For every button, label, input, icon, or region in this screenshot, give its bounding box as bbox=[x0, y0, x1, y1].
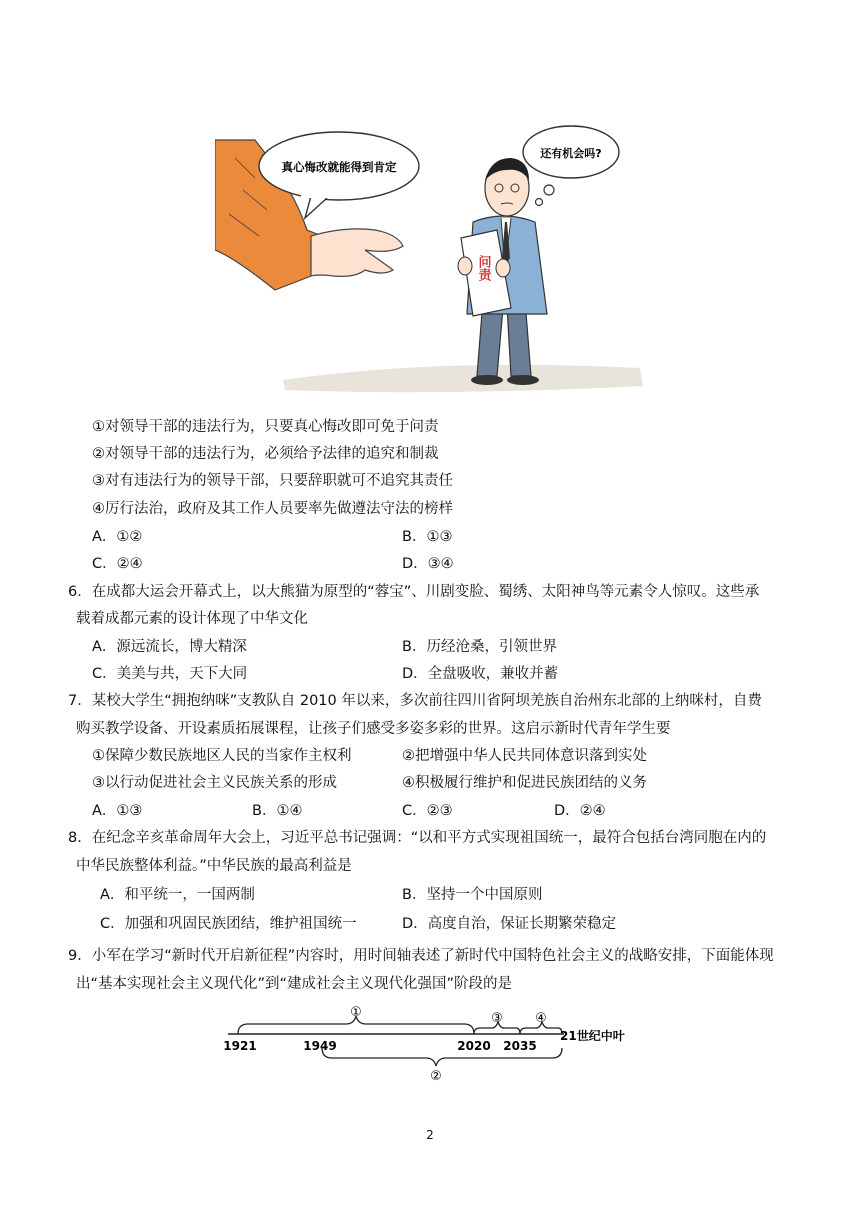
mark-4: ④ bbox=[535, 1011, 547, 1026]
q7-option-b: B．①④ bbox=[252, 803, 303, 819]
year-1921: 1921 bbox=[223, 1039, 257, 1053]
left-bubble-text: 真心悔改就能得到肯定 bbox=[281, 160, 397, 174]
q5-statement-1: ①对领导干部的违法行为，只要真心悔改即可免于问责 bbox=[92, 419, 439, 435]
q6-stem-line-1: 6．在成都大运会开幕式上，以大熊猫为原型的“蓉宝”、川剧变脸、蜀绣、太阳神鸟等元素令人惊叹。这些承 bbox=[68, 584, 760, 600]
q6-option-b: B．历经沧桑，引领世界 bbox=[402, 639, 557, 655]
q6-option-a: A．源远流长，博大精深 bbox=[92, 639, 247, 655]
q8-option-c: C．加强和巩固民族团结，维护祖国统一 bbox=[100, 916, 357, 932]
q7-statement-2: ②把增强中华人民共同体意识落到实处 bbox=[402, 748, 647, 764]
q5-option-b: B．①③ bbox=[402, 529, 453, 545]
q8-option-a: A．和平统一，一国两制 bbox=[100, 887, 255, 903]
q5-statement-3: ③对有违法行为的领导干部，只要辞职就可不追究其责任 bbox=[92, 473, 453, 489]
year-2020: 2020 bbox=[457, 1039, 491, 1053]
q8-stem-line-2: 中华民族整体利益。”中华民族的最高利益是 bbox=[76, 858, 352, 874]
q7-option-c: C．②③ bbox=[402, 803, 453, 819]
cartoon-illustration bbox=[215, 118, 645, 400]
q5-statement-4: ④厉行法治，政府及其工作人员要率先做遵法守法的榜样 bbox=[92, 501, 453, 517]
official-figure bbox=[458, 158, 547, 385]
q6-option-c: C．美美与共，天下大同 bbox=[92, 666, 248, 682]
q5-statement-2: ②对领导干部的违法行为，必须给予法律的追究和制裁 bbox=[92, 446, 439, 462]
right-thought-bubble bbox=[523, 126, 619, 206]
q6-stem-line-2: 载着成都元素的设计体现了中华文化 bbox=[76, 611, 308, 627]
mark-1: ① bbox=[350, 1005, 362, 1020]
q8-option-b: B．坚持一个中国原则 bbox=[402, 887, 543, 903]
year-2035: 2035 bbox=[503, 1039, 537, 1053]
open-hand bbox=[311, 229, 403, 277]
q7-statement-4: ④积极履行维护和促进民族团结的义务 bbox=[402, 775, 647, 791]
q9-stem-line-1: 9．小军在学习“新时代开启新征程”内容时，用时间轴表述了新时代中国特色社会主义的战略安排，下面能体现 bbox=[68, 948, 774, 964]
q5-option-a: A．①② bbox=[92, 529, 143, 545]
q7-option-a: A．①③ bbox=[92, 803, 143, 819]
paper-text: 问责 bbox=[475, 255, 491, 281]
ground-shadow bbox=[283, 365, 643, 392]
year-1949: 1949 bbox=[303, 1039, 337, 1053]
q7-stem-line-1: 7．某校大学生“拥抱纳咪”支教队自 2010 年以来，多次前往四川省阿坝羌族自治州东北部的上纳咪村，自费 bbox=[68, 693, 762, 709]
q7-stem-line-2: 购买教学设备、开设素质拓展课程，让孩子们感受多姿多彩的世界。这启示新时代青年学生要 bbox=[76, 721, 671, 737]
q7-statement-3: ③以行动促进社会主义民族关系的形成 bbox=[92, 775, 337, 791]
q5-option-d: D．③④ bbox=[402, 556, 454, 572]
q8-option-d: D．高度自治，保证长期繁荣稳定 bbox=[402, 916, 617, 932]
timeline-diagram bbox=[222, 1002, 642, 1082]
q6-option-d: D．全盘吸收，兼收并蓄 bbox=[402, 666, 559, 682]
q8-stem-line-1: 8．在纪念辛亥革命周年大会上，习近平总书记强调：“以和平方式实现祖国统一，最符合包括台湾同胞在内的 bbox=[68, 830, 767, 846]
mark-2: ② bbox=[430, 1069, 442, 1082]
q7-statement-1: ①保障少数民族地区人民的当家作主权利 bbox=[92, 748, 352, 764]
right-bubble-text: 还有机会吗? bbox=[540, 147, 602, 160]
q5-option-c: C．②④ bbox=[92, 556, 143, 572]
q7-option-d: D．②④ bbox=[554, 803, 606, 819]
q9-stem-line-2: 出“基本实现社会主义现代化”到“建成社会主义现代化强国”阶段的是 bbox=[76, 976, 513, 992]
year-mid-century: 21世纪中叶 bbox=[560, 1029, 625, 1043]
mark-3: ③ bbox=[491, 1011, 503, 1026]
page-number: 2 bbox=[426, 1128, 434, 1142]
